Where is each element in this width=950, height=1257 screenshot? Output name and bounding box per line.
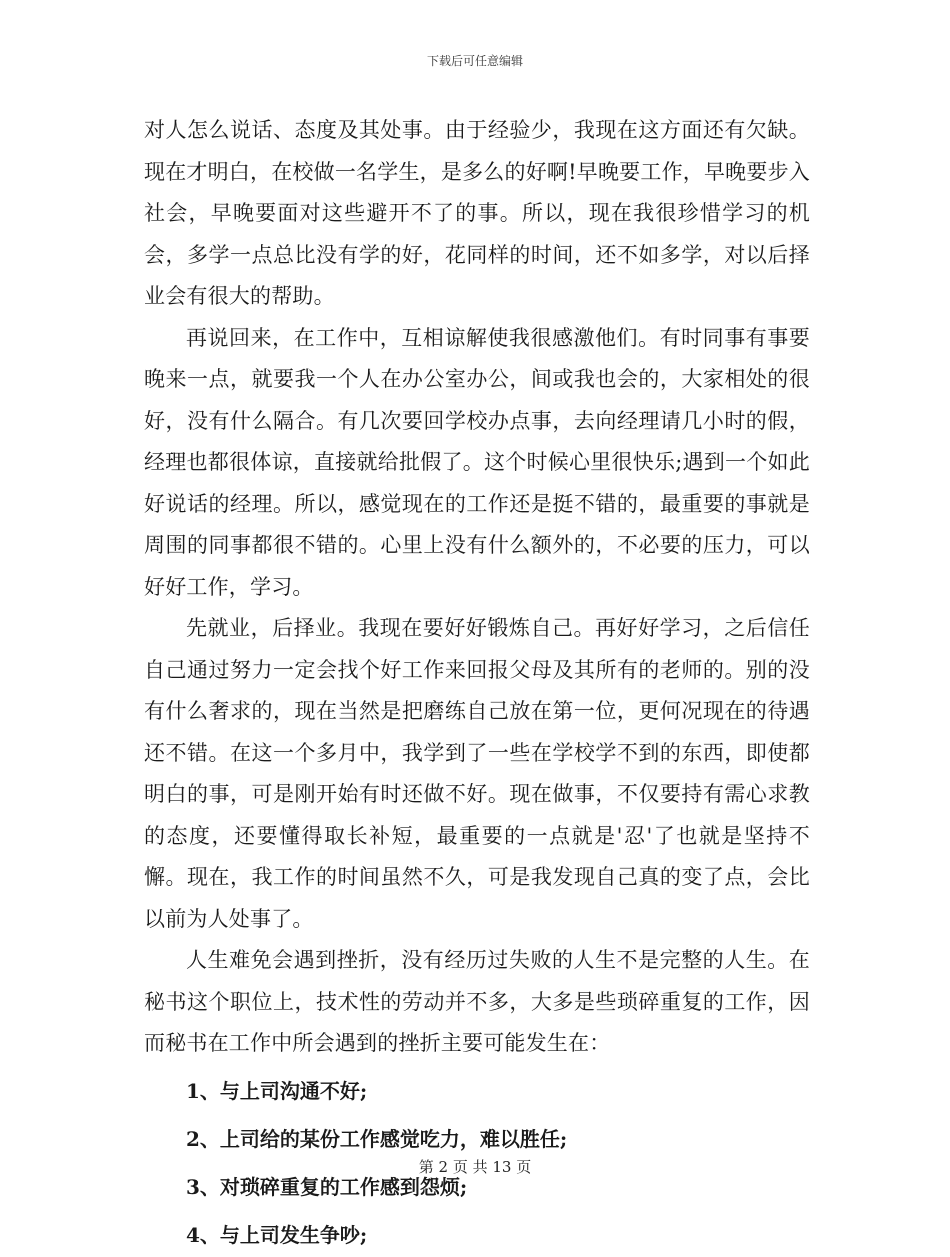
paragraph-setbacks: 人生难免会遇到挫折，没有经历过失败的人生不是完整的人生。在秘书这个职位上，技术性的劳动并不多，大多是些琐碎重复的工作，因而秘书在工作中所会遇到的挫折主要可能发生在： bbox=[144, 948, 810, 1055]
list-item: 2、上司给的某份工作感觉吃力，难以胜任; bbox=[186, 1126, 568, 1151]
list-item: 4、与上司发生争吵; bbox=[186, 1222, 368, 1247]
document-body bbox=[144, 110, 810, 1257]
paragraph-continued: 对人怎么说话、态度及其处事。由于经验少，我现在这方面还有欠缺。现在才明白，在校做一名学生，是多么的好啊!早晚要工作，早晚要步入社会，早晚要面对这些避开不了的事。所以，现在我很珍惜学习的机会，多学一点总比没有学的好，花同样的时间，还不如多学，对以后择业会有很大的帮助。 bbox=[144, 118, 810, 308]
list-item: 1、与上司沟通不好; bbox=[186, 1078, 368, 1103]
paragraph-employment: 先就业，后择业。我现在要好好锻炼自己。再好好学习，之后信任自己通过努力一定会找个好工作来回报父母及其所有的老师的。别的没有什么奢求的，现在当然是把磨练自己放在第一位，更何况现在的待遇还不错。在这一个多月中，我学到了一些在学校学不到的东西，即使都明白的事，可是刚开始有时还做不好。现在做事，不仅要持有需心求教的态度，还要懂得取长补短，最重要的一点就是'忍'了也就是坚持不懈。现在，我工作的时间虽然不久，可是我发现自己真的变了点，会比以前为人处事了。 bbox=[144, 616, 810, 931]
page-number: 第 2 页 共 13 页 bbox=[418, 1158, 532, 1176]
paragraph-colleagues: 再说回来，在工作中，互相谅解使我很感激他们。有时同事有事要晚来一点，就要我一个人在办公室办公，间或我也会的，大家相处的很好，没有什么隔合。有几次要回学校办点事，去向经理请几小时的假，经理也都很体谅，直接就给批假了。这个时候心里很快乐;遇到一个如此好说话的经理。所以，感觉现在的工作还是挺不错的，最重要的事就是周围的同事都很不错的。心里上没有什么额外的，不必要的压力，可以好好工作，学习。 bbox=[144, 325, 810, 599]
list-item: 3、对琐碎重复的工作感到怨烦; bbox=[186, 1174, 468, 1199]
page-header: 下载后可任意编辑 bbox=[426, 54, 523, 68]
